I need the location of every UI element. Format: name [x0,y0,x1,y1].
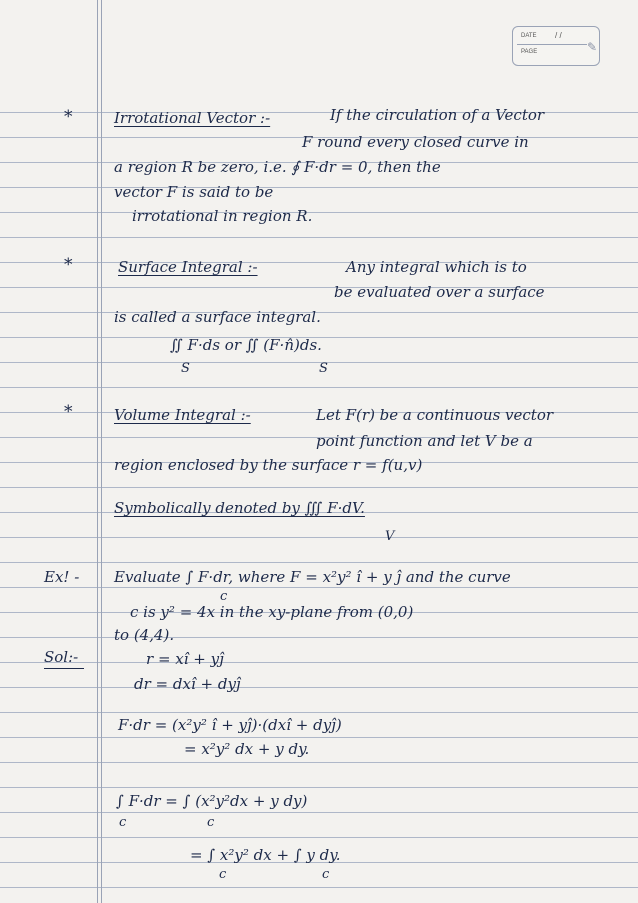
solution-step-5-sub-1: c [119,815,127,830]
surface-sub-s-2: S [319,361,328,376]
solution-step-5-sub-2: c [207,815,215,830]
volume-line-1: Let F(r) be a continuous vector [316,406,554,424]
volume-line-4: Symbolically denoted by ∭ F·dV. [114,499,365,517]
margin-line-inner [101,0,102,903]
example-line-1: Evaluate ∫ F·dr, where F = x²y² î + y ĵ and the curve [114,568,511,586]
surface-line-3: is called a surface integral. [114,308,321,326]
solution-step-1: r = xî + yĵ [146,650,224,668]
irrotational-line-1: If the circulation of a Vector [330,106,545,124]
solution-step-6-sub-2: c [322,867,330,882]
solution-step-5: ∫ F·dr = ∫ (x²y²dx + y dy) [116,792,308,810]
date-value: / / [555,31,562,40]
volume-line-3: region enclosed by the surface r = f(u,v) [114,456,423,474]
solution-step-4: = x²y² dx + y dy. [184,740,310,758]
irrotational-title: Irrotational Vector :- [114,109,271,127]
solution-step-6-sub-1: c [219,867,227,882]
solution-label: Sol:- [44,648,79,666]
volume-integral-title: Volume Integral :- [114,406,251,424]
date-label: DATE [521,33,537,39]
surface-line-2: be evaluated over a surface [334,283,545,301]
solution-step-6: = ∫ x²y² dx + ∫ y dy. [190,846,341,864]
example-line-3: to (4,4). [114,626,175,644]
date-page-box [512,26,600,66]
solution-underline [44,668,84,669]
example-sub-c: c [220,589,228,604]
example-line-2: c is y² = 4x in the xy-plane from (0,0) [130,603,414,621]
bullet-star: * [64,255,73,275]
solution-step-2: dr = dxî + dyĵ [134,675,241,693]
date-box-divider [517,44,587,45]
surface-line-1: Any integral which is to [346,258,527,276]
pen-icon: ✎ [587,40,598,54]
surface-formula: ∬ F·ds or ∬ (F·n̂)ds. [170,336,322,354]
volume-sub-v: V [385,529,395,544]
margin-line [97,0,98,903]
solution-step-3: F·dr = (x²y² î + yĵ)·(dxî + dyĵ) [118,716,342,734]
irrotational-line-5: irrotational in region R. [132,207,313,225]
surface-integral-title: Surface Integral :- [118,258,258,276]
bullet-star: * [64,107,73,127]
volume-line-2: point function and let V be a [316,432,533,450]
bullet-star: * [64,402,73,422]
irrotational-line-4: vector F is said to be [114,183,274,201]
example-label: Ex! - [44,568,80,586]
page-label: PAGE [521,49,538,55]
irrotational-line-3: a region R be zero, i.e. ∮ F·dr = 0, then the [114,158,441,176]
surface-sub-s-1: S [181,361,190,376]
irrotational-line-2: F round every closed curve in [302,133,529,151]
